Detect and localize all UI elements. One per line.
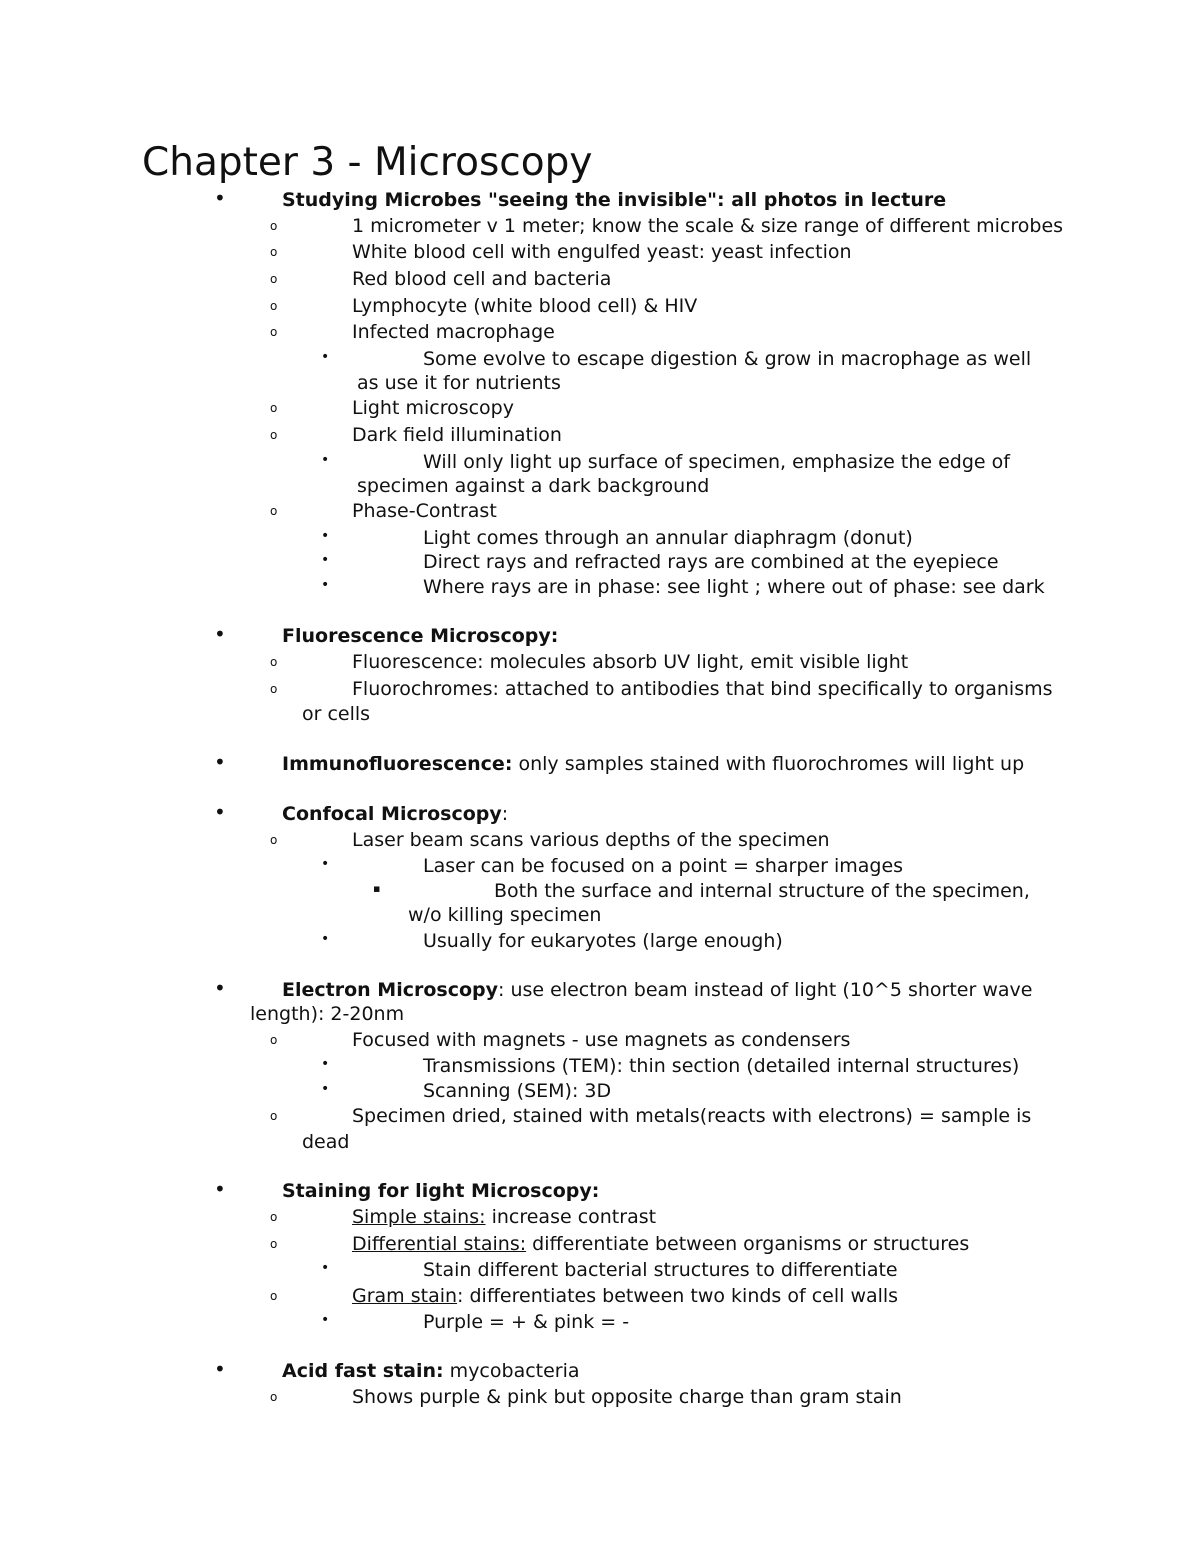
section-immunofluorescence (282, 752, 1024, 776)
term-simple-stains: Simple stains: (352, 1206, 486, 1228)
list-item: Where rays are in phase: see light ; where out of phase: see dark (423, 576, 1045, 598)
list-item: Red blood cell and bacteria (352, 268, 612, 290)
list-item: Light microscopy (352, 397, 514, 419)
bullet-marker: o (270, 655, 278, 669)
bullet-marker: • (321, 528, 330, 544)
section-heading-staining: Staining for light Microscopy: (282, 1180, 600, 1202)
bullet-marker: • (321, 856, 330, 872)
bullet-marker: o (270, 833, 278, 847)
list-item (352, 1232, 969, 1256)
section-heading-acid-fast: Acid fast stain: (282, 1360, 444, 1382)
bullet-marker: • (321, 1312, 330, 1328)
bullet-marker: o (270, 1109, 278, 1123)
term-definition: : differentiates between two kinds of cell walls (457, 1285, 899, 1307)
bullet-marker: o (270, 1237, 278, 1251)
section-heading-electron: Electron Microscopy (282, 979, 499, 1001)
section-acid-fast (282, 1359, 580, 1383)
bullet-marker: • (214, 976, 226, 1000)
section-text: only samples stained with fluorochromes will light up (512, 753, 1025, 775)
bullet-marker: o (270, 272, 278, 286)
list-item-continuation: or cells (302, 703, 371, 725)
list-item-continuation: specimen against a dark background (357, 475, 710, 497)
section-text: : use electron beam instead of light (10^5 shorter wave (498, 979, 1033, 1001)
list-item: Purple = + & pink = - (423, 1311, 630, 1333)
list-item-continuation: dead (302, 1131, 350, 1153)
bullet-marker: o (270, 504, 278, 518)
bullet-marker: o (270, 1289, 278, 1303)
bullet-marker: • (321, 452, 330, 468)
bullet-marker: • (321, 552, 330, 568)
term-definition: increase contrast (485, 1206, 657, 1228)
list-item: Will only light up surface of specimen, emphasize the edge of (423, 451, 1010, 473)
bullet-marker: • (214, 622, 226, 646)
term-gram-stain: Gram stain (352, 1285, 458, 1307)
section-electron (282, 978, 1032, 1002)
bullet-marker: o (270, 401, 278, 415)
list-item-continuation: w/o killing specimen (408, 904, 602, 926)
bullet-marker: • (321, 577, 330, 593)
section-text: mycobacteria (443, 1360, 580, 1382)
section-heading-studying: Studying Microbes "seeing the invisible": all photos in lecture (282, 189, 947, 211)
bullet-marker: o (270, 1390, 278, 1404)
list-item: Laser beam scans various depths of the specimen (352, 829, 830, 851)
list-item: Transmissions (TEM): thin section (detailed internal structures) (423, 1055, 1020, 1077)
bullet-marker: • (321, 349, 330, 365)
bullet-marker: o (270, 428, 278, 442)
list-item: Scanning (SEM): 3D (423, 1080, 612, 1102)
page-title: Chapter 3 - Microscopy (142, 140, 593, 185)
list-item: Usually for eukaryotes (large enough) (423, 930, 783, 952)
bullet-marker: • (214, 1177, 226, 1201)
list-item: Laser can be focused on a point = sharper images (423, 855, 904, 877)
list-item: Light comes through an annular diaphragm (donut) (423, 527, 913, 549)
bullet-marker: o (270, 325, 278, 339)
bullet-marker: o (270, 299, 278, 313)
bullet-marker: • (214, 750, 226, 774)
list-item: Specimen dried, stained with metals(reacts with electrons) = sample is (352, 1105, 1032, 1127)
bullet-marker: • (321, 1260, 330, 1276)
term-differential-stains: Differential stains: (352, 1233, 527, 1255)
list-item: Fluorochromes: attached to antibodies that bind specifically to organisms (352, 678, 1053, 700)
section-confocal (282, 802, 508, 826)
list-item (352, 1284, 898, 1308)
bullet-marker: o (270, 1033, 278, 1047)
term-definition: differentiate between organisms or structures (526, 1233, 970, 1255)
bullet-marker: • (214, 1357, 226, 1381)
list-item: Fluorescence: molecules absorb UV light, emit visible light (352, 651, 909, 673)
list-item: Shows purple & pink but opposite charge than gram stain (352, 1386, 902, 1408)
list-item: 1 micrometer v 1 meter; know the scale & size range of different microbes (352, 215, 1064, 237)
bullet-marker: • (321, 931, 330, 947)
bullet-marker: • (321, 1056, 330, 1072)
bullet-marker: o (270, 245, 278, 259)
list-item: Direct rays and refracted rays are combined at the eyepiece (423, 551, 999, 573)
section-heading-immunofluorescence: Immunofluorescence: (282, 753, 513, 775)
bullet-marker: o (270, 1210, 278, 1224)
bullet-marker: o (270, 682, 278, 696)
list-item: Focused with magnets - use magnets as condensers (352, 1029, 851, 1051)
list-item: Stain different bacterial structures to differentiate (423, 1259, 898, 1281)
list-item-continuation: as use it for nutrients (357, 372, 561, 394)
bullet-marker: • (214, 186, 226, 210)
list-item: Both the surface and internal structure of the specimen, (494, 880, 1030, 902)
bullet-marker: • (214, 800, 226, 824)
bullet-marker: • (321, 1081, 330, 1097)
list-item: Infected macrophage (352, 321, 555, 343)
list-item: Lymphocyte (white blood cell) & HIV (352, 295, 698, 317)
section-heading-confocal: Confocal Microscopy (282, 803, 502, 825)
list-item: White blood cell with engulfed yeast: yeast infection (352, 241, 852, 263)
list-item: Some evolve to escape digestion & grow in macrophage as well (423, 348, 1032, 370)
list-item: Dark field illumination (352, 424, 562, 446)
section-text-continuation: length): 2-20nm (250, 1003, 405, 1025)
heading-colon: : (501, 803, 509, 825)
bullet-marker: o (270, 219, 278, 233)
list-item: Phase-Contrast (352, 500, 497, 522)
bullet-marker: ▪ (373, 882, 381, 895)
section-heading-fluorescence: Fluorescence Microscopy: (282, 625, 559, 647)
list-item (352, 1205, 656, 1229)
